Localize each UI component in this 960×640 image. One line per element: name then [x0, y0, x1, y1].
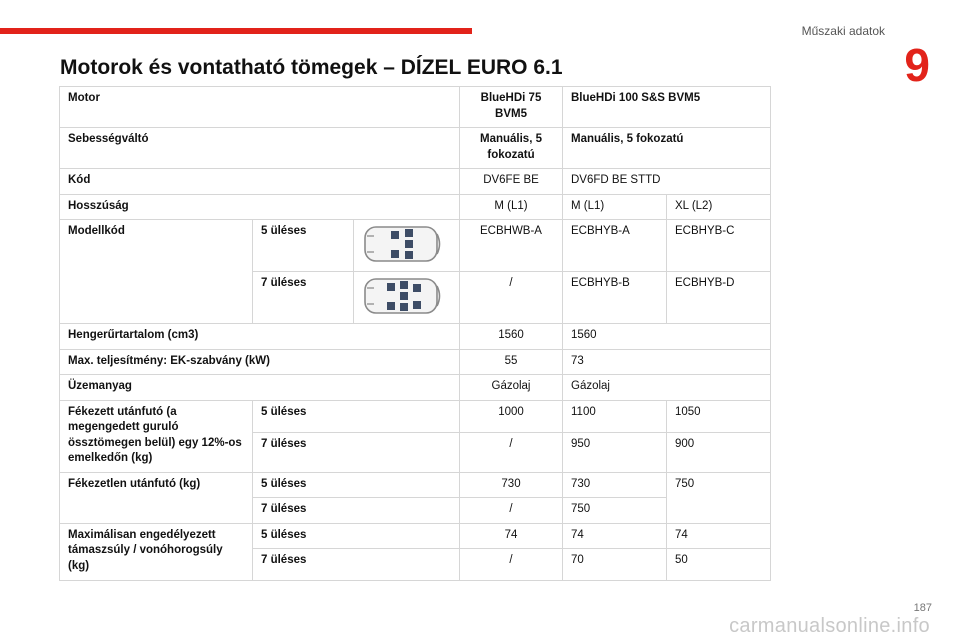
header-accent-bar — [0, 28, 472, 34]
page-title: Motorok és vontatható tömegek – DÍZEL EURO 6.1 — [60, 56, 563, 79]
fuel-value-1: Gázolaj — [460, 375, 563, 401]
table-row — [60, 400, 771, 432]
row-label-gearbox: Sebességváltó — [60, 128, 460, 169]
seats-label: 5 üléses — [253, 400, 460, 432]
model-code-7-value-3: ECBHYB-D — [667, 272, 771, 324]
nose-7-value-2: 70 — [563, 549, 667, 581]
length-value-3: XL (L2) — [667, 194, 771, 220]
model-code-5-value-2: ECBHYB-A — [563, 220, 667, 272]
nose-5-value-1: 74 — [460, 523, 563, 549]
table-row — [60, 523, 771, 549]
row-label-unbraked-trailer: Fékezetlen utánfutó (kg) — [60, 472, 253, 523]
max-power-value-1: 55 — [460, 349, 563, 375]
model-code-5-value-1: ECBHWB-A — [460, 220, 563, 272]
braked-7-value-2: 950 — [563, 432, 667, 472]
unbraked-5-value-1: 730 — [460, 472, 563, 498]
table-row — [60, 324, 771, 350]
braked-7-value-3: 900 — [667, 432, 771, 472]
seats-label: 7 üléses — [253, 549, 460, 581]
gearbox-value-1: Manuális, 5 fokozatú — [460, 128, 563, 169]
seats-label: 5 üléses — [253, 472, 460, 498]
nose-7-value-3: 50 — [667, 549, 771, 581]
length-value-1: M (L1) — [460, 194, 563, 220]
length-value-2: M (L1) — [563, 194, 667, 220]
seats-label: 7 üléses — [253, 272, 354, 324]
unbraked-7-value-1: / — [460, 498, 563, 524]
table-row — [60, 87, 771, 128]
braked-5-value-2: 1100 — [563, 400, 667, 432]
table-row — [60, 472, 771, 498]
seats-label: 5 üléses — [253, 220, 354, 272]
row-label-max-power: Max. teljesítmény: EK-szabvány (kW) — [60, 349, 460, 375]
row-label-motor: Motor — [60, 87, 460, 128]
braked-5-value-3: 1050 — [667, 400, 771, 432]
engine-spec-table — [59, 86, 771, 581]
displacement-value-1: 1560 — [460, 324, 563, 350]
row-label-nose-weight: Maximálisan engedélyezett támaszsúly / vonóhorogsúly (kg) — [60, 523, 253, 581]
displacement-value-2: 1560 — [563, 324, 771, 350]
row-label-length: Hosszúság — [60, 194, 460, 220]
table-row — [60, 375, 771, 401]
watermark: carmanualsonline.info — [729, 615, 930, 637]
braked-5-value-1: 1000 — [460, 400, 563, 432]
model-code-7-value-2: ECBHYB-B — [563, 272, 667, 324]
motor-value-2: BlueHDi 100 S&S BVM5 — [563, 87, 771, 128]
row-label-model-code: Modellkód — [60, 220, 253, 324]
table-row — [60, 220, 771, 272]
table-row — [60, 169, 771, 195]
row-label-braked-trailer: Fékezett utánfutó (a megengedett guruló össztömegen belül) egy 12%-os emelkedőn (kg) — [60, 400, 253, 472]
row-label-code: Kód — [60, 169, 460, 195]
table-row — [60, 349, 771, 375]
nose-5-value-3: 74 — [667, 523, 771, 549]
fuel-value-2: Gázolaj — [563, 375, 771, 401]
seats-label: 7 üléses — [253, 432, 460, 472]
model-code-7-value-1: / — [460, 272, 563, 324]
car-7-seat-icon — [354, 272, 460, 324]
code-value-2: DV6FD BE STTD — [563, 169, 771, 195]
row-label-displacement: Hengerűrtartalom (cm3) — [60, 324, 460, 350]
chapter-number: 9 — [904, 39, 930, 91]
code-value-1: DV6FE BE — [460, 169, 563, 195]
table-row — [60, 194, 771, 220]
braked-7-value-1: / — [460, 432, 563, 472]
seats-label: 5 üléses — [253, 523, 460, 549]
motor-value-1: BlueHDi 75 BVM5 — [460, 87, 563, 128]
seats-label: 7 üléses — [253, 498, 460, 524]
nose-5-value-2: 74 — [563, 523, 667, 549]
nose-7-value-1: / — [460, 549, 563, 581]
page-number: 187 — [913, 602, 932, 614]
table-row — [60, 128, 771, 169]
car-5-seat-icon — [354, 220, 460, 272]
model-code-5-value-3: ECBHYB-C — [667, 220, 771, 272]
max-power-value-2: 73 — [563, 349, 771, 375]
row-label-fuel: Üzemanyag — [60, 375, 460, 401]
gearbox-value-2: Manuális, 5 fokozatú — [563, 128, 771, 169]
unbraked-7-value-2: 750 — [563, 498, 667, 524]
section-label: Műszaki adatok — [801, 24, 885, 38]
unbraked-5-value-2: 730 — [563, 472, 667, 498]
unbraked-value-3: 750 — [667, 472, 771, 523]
